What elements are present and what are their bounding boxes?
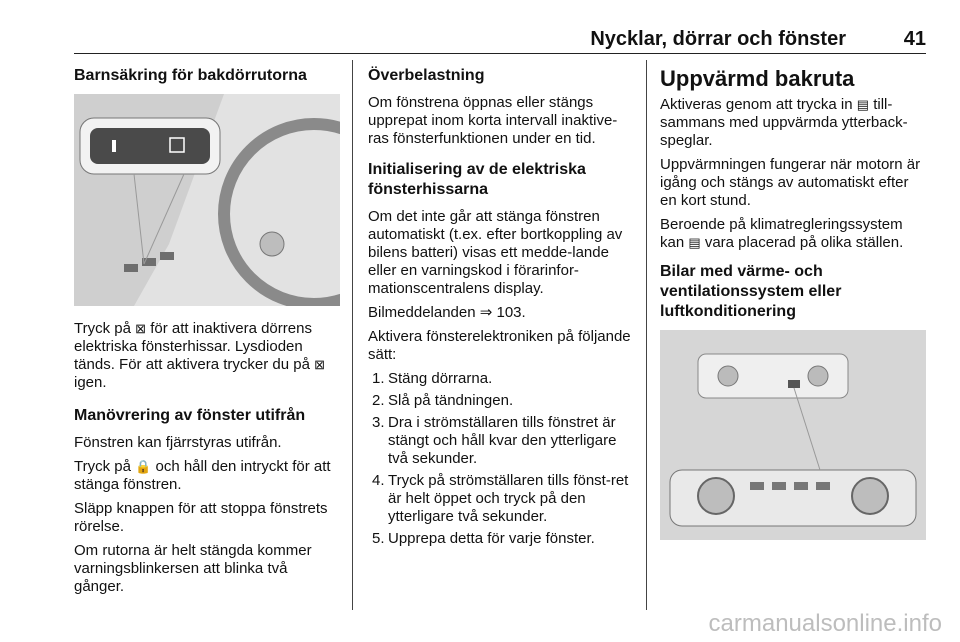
section-heading: Barnsäkring för bakdörrutorna: [74, 67, 307, 84]
watermark: carmanualsonline.info: [708, 610, 942, 637]
paragraph: Tryck på ⊠ för att inaktivera dörrens elektriska fönsterhissar. Lysdioden tänds. För att aktivera trycker du på ⊠ igen.: [74, 320, 326, 391]
paragraph: Uppvärmningen fungerar när motorn är igång och stängs av automatiskt efter en kort stund.: [660, 156, 921, 209]
paragraph: Om det inte går att stänga fönstren automatiskt (t.ex. efter bortkoppling av bilens batteri) visas ett medde-lande eller en varningskod i förarinfor-mationscentralens display.: [368, 208, 623, 297]
chapter-title: Nycklar, dörrar och fönster: [590, 28, 846, 50]
climate-panel-illustration: [660, 330, 926, 540]
rear-defrost-icon: ▤: [688, 235, 701, 250]
list-item: 4. Tryck på strömställaren tills fönst-ret är helt öppet och tryck på den ytterligare två sekunder.: [372, 472, 629, 525]
column-1: [74, 66, 340, 602]
list-item: 5. Upprepa detta för varje fönster.: [372, 530, 595, 547]
paragraph: Bilmeddelanden ⇒ 103.: [368, 304, 526, 321]
paragraph: Släpp knappen för att stoppa fönstrets rörelse.: [74, 500, 328, 535]
child-lock-window-icon: ⊠: [135, 321, 147, 336]
page-header: [74, 28, 926, 50]
header-rule: [74, 53, 926, 54]
column-3: [660, 66, 926, 540]
lock-key-icon: 🔒: [135, 459, 152, 474]
reference-arrow-icon: ⇒: [479, 304, 493, 321]
section-heading: Initialisering av de elektriska fönsterhissarna: [368, 161, 586, 198]
column-2: [368, 66, 634, 552]
section-heading: Uppvärmd bakruta: [660, 66, 855, 91]
column-divider: [352, 60, 353, 610]
door-switch-illustration: [74, 94, 340, 306]
list-item: 3. Dra i strömställaren tills fönstret är stängt och håll kvar den ytterligare två sekunder.: [372, 414, 617, 467]
paragraph: Tryck på 🔒 och håll den intryckt för att stänga fönstren.: [74, 458, 331, 493]
column-divider: [646, 60, 647, 610]
list-item: 2. Slå på tändningen.: [372, 392, 514, 409]
paragraph: Om fönstrena öppnas eller stängs upprepat inom korta intervall inaktive-ras fönsterfunktionen under en tid.: [368, 94, 618, 147]
section-heading: Bilar med värme- och ventilationssystem eller luftkonditionering: [660, 263, 842, 320]
paragraph: Aktivera fönsterelektroniken på följande sätt:: [368, 328, 631, 363]
section-heading: Manövrering av fönster utifrån: [74, 407, 306, 424]
child-lock-window-icon: ⊠: [314, 357, 326, 372]
section-heading: Överbelastning: [368, 67, 485, 84]
paragraph: Aktiveras genom att trycka in ▤ till-sammans med uppvärmda ytterback-speglar.: [660, 96, 908, 149]
paragraph: Beroende på klimatregleringssystem kan ▤ vara placerad på olika ställen.: [660, 216, 904, 251]
steps-list: [368, 370, 634, 548]
paragraph: Om rutorna är helt stängda kommer varningsblinkersen att blinka två gånger.: [74, 542, 312, 595]
paragraph: Fönstren kan fjärrstyras utifrån.: [74, 434, 282, 451]
rear-defrost-icon: ▤: [856, 97, 870, 112]
page-number: 41: [903, 28, 926, 50]
list-item: 1. Stäng dörrarna.: [372, 370, 493, 387]
